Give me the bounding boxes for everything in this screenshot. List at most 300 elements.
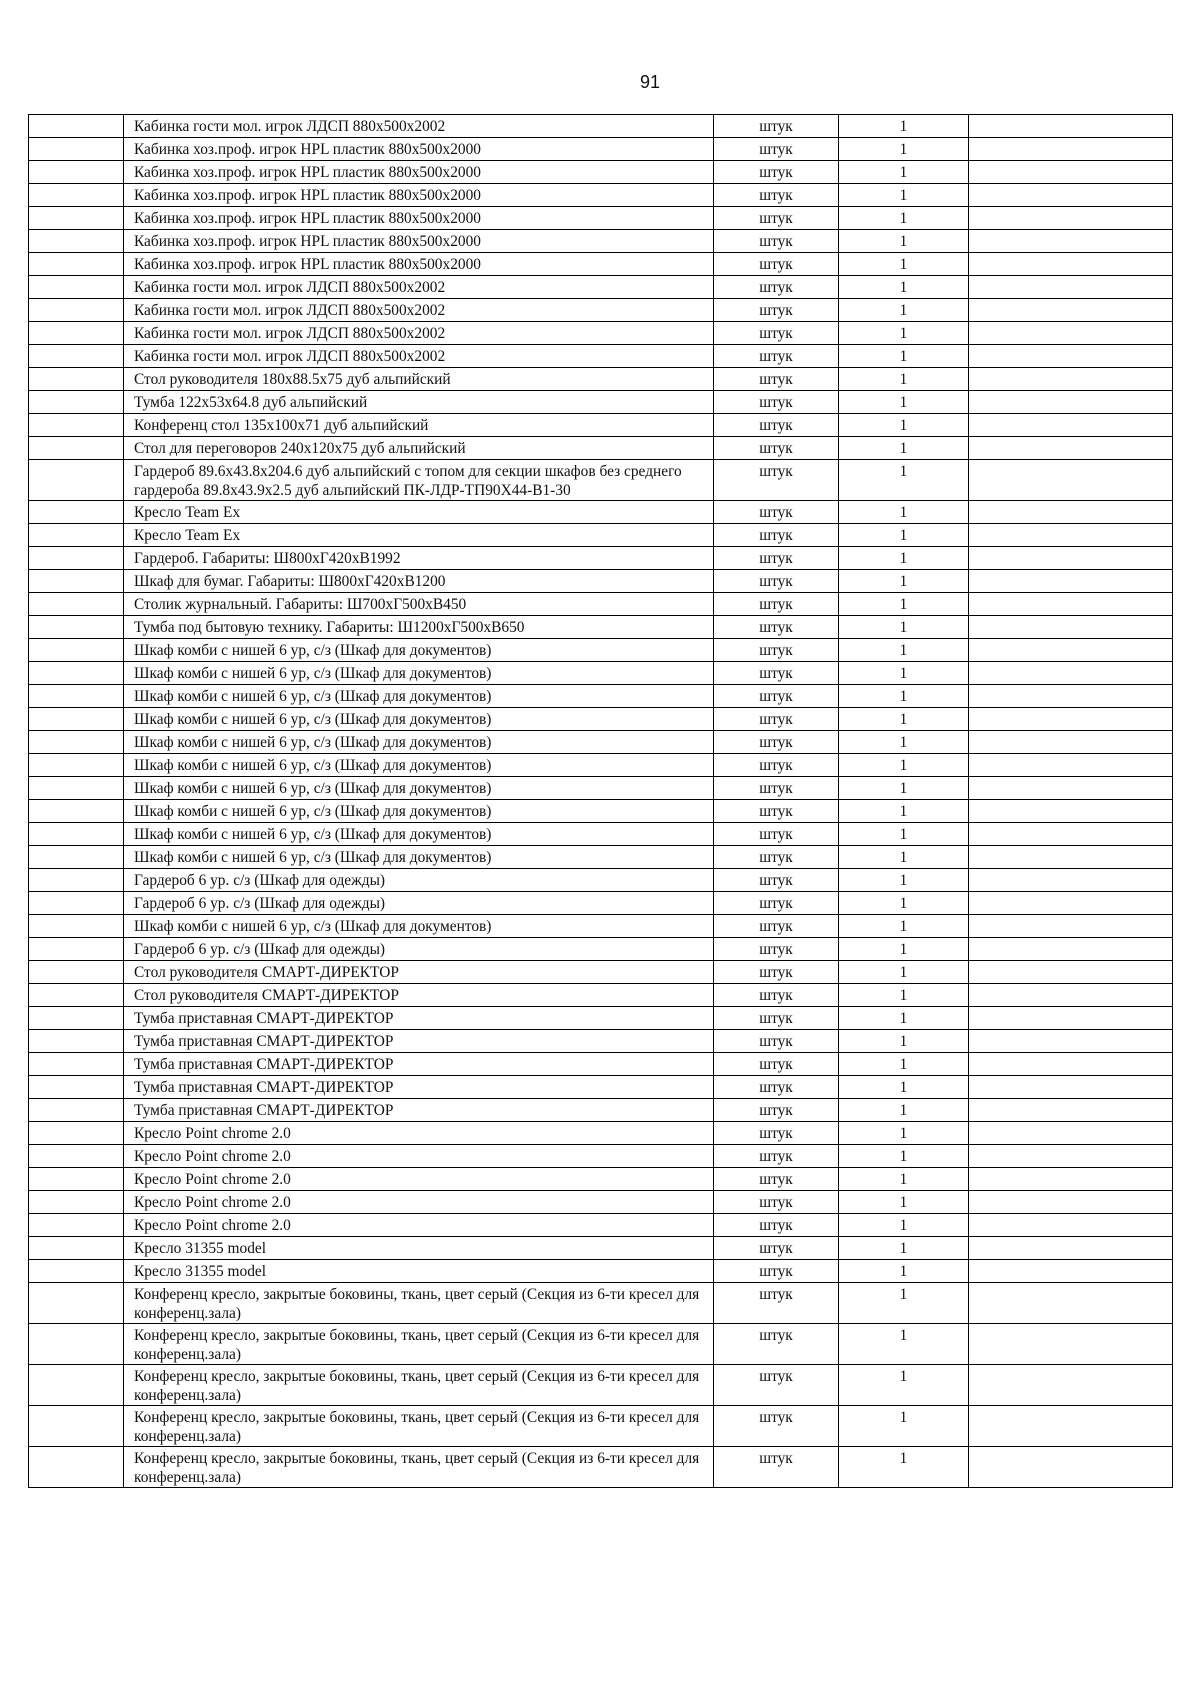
row-number-cell [29, 276, 124, 299]
note-cell [969, 345, 1173, 368]
quantity: 1 [899, 1368, 908, 1385]
table-row [29, 1191, 1173, 1214]
row-number-cell [29, 345, 124, 368]
item-name-cell [124, 1283, 714, 1324]
unit-cell [714, 639, 839, 662]
note-cell [969, 639, 1173, 662]
item-name: Конференц кресло, закрытые боковины, ткань, цвет серый (Секция из 6-ти кресел для конференц.зала) [134, 1450, 700, 1486]
unit: штук [759, 918, 793, 935]
item-name-cell [124, 1168, 714, 1191]
quantity-cell [839, 616, 969, 639]
item-name: Кабинка гости мол. игрок ЛДСП 880x500x2002 [134, 325, 446, 342]
quantity-cell [839, 460, 969, 501]
item-name-cell [124, 823, 714, 846]
table-row [29, 161, 1173, 184]
table-row [29, 524, 1173, 547]
note-cell [969, 547, 1173, 570]
quantity: 1 [899, 504, 908, 521]
unit: штук [759, 1286, 793, 1303]
row-number-cell [29, 1283, 124, 1324]
note-cell [969, 777, 1173, 800]
unit-cell [714, 1168, 839, 1191]
row-number-cell [29, 869, 124, 892]
unit: штук [759, 210, 793, 227]
unit-cell [714, 1145, 839, 1168]
note-cell [969, 754, 1173, 777]
row-number-cell [29, 184, 124, 207]
item-name: Стол руководителя СМАРТ-ДИРЕКТОР [134, 987, 399, 1004]
unit: штук [759, 233, 793, 250]
item-name: Конференц кресло, закрытые боковины, ткань, цвет серый (Секция из 6-ти кресел для конференц.зала) [134, 1327, 700, 1363]
item-name: Тумба под бытовую технику. Габариты: Ш1200хГ500хВ650 [134, 619, 525, 636]
unit-cell [714, 1324, 839, 1365]
quantity: 1 [899, 1217, 908, 1234]
item-name: Тумба приставная СМАРТ-ДИРЕКТОР [134, 1056, 394, 1073]
table-row [29, 276, 1173, 299]
row-number-cell [29, 115, 124, 138]
row-number-cell [29, 501, 124, 524]
row-number-cell [29, 823, 124, 846]
quantity: 1 [899, 302, 908, 319]
quantity: 1 [899, 118, 908, 135]
table-row [29, 708, 1173, 731]
note-cell [969, 1283, 1173, 1324]
unit-cell [714, 731, 839, 754]
note-cell [969, 391, 1173, 414]
quantity-cell [839, 391, 969, 414]
item-name: Шкаф комби с нишей 6 ур, с/з (Шкаф для документов) [134, 849, 492, 866]
quantity-cell [839, 685, 969, 708]
row-number-cell [29, 915, 124, 938]
table-row [29, 345, 1173, 368]
item-name: Кабинка хоз.проф. игрок HPL пластик 880x500x2000 [134, 141, 481, 158]
item-name: Кабинка гости мол. игрок ЛДСП 880x500x2002 [134, 348, 446, 365]
unit: штук [759, 895, 793, 912]
item-name-cell [124, 437, 714, 460]
item-name-cell [124, 391, 714, 414]
item-name-cell [124, 1099, 714, 1122]
row-number-cell [29, 1191, 124, 1214]
row-number-cell [29, 961, 124, 984]
unit-cell [714, 138, 839, 161]
note-cell [969, 1030, 1173, 1053]
table-row [29, 1447, 1173, 1488]
item-name: Кресло Team Ex [134, 527, 241, 544]
unit-cell [714, 823, 839, 846]
table-row [29, 662, 1173, 685]
unit-cell [714, 437, 839, 460]
item-name-cell [124, 984, 714, 1007]
row-number-cell [29, 1214, 124, 1237]
table-row [29, 915, 1173, 938]
row-number-cell [29, 1030, 124, 1053]
table-row [29, 253, 1173, 276]
note-cell [969, 800, 1173, 823]
row-number-cell [29, 253, 124, 276]
item-name-cell [124, 253, 714, 276]
item-name: Шкаф комби с нишей 6 ур, с/з (Шкаф для документов) [134, 734, 492, 751]
row-number-cell [29, 1365, 124, 1406]
note-cell [969, 1260, 1173, 1283]
unit: штук [759, 803, 793, 820]
table-row [29, 1365, 1173, 1406]
unit-cell [714, 892, 839, 915]
unit-cell [714, 1030, 839, 1053]
item-name: Стол для переговоров 240x120x75 дуб альпийский [134, 440, 466, 457]
unit-cell [714, 961, 839, 984]
row-number-cell [29, 1260, 124, 1283]
quantity-cell [839, 1237, 969, 1260]
quantity-cell [839, 1076, 969, 1099]
unit-cell [714, 616, 839, 639]
quantity: 1 [899, 895, 908, 912]
unit-cell [714, 368, 839, 391]
item-name: Стол руководителя СМАРТ-ДИРЕКТОР [134, 964, 399, 981]
unit: штук [759, 394, 793, 411]
table-row [29, 1283, 1173, 1324]
quantity-cell [839, 846, 969, 869]
row-number-cell [29, 1324, 124, 1365]
unit-cell [714, 161, 839, 184]
quantity: 1 [899, 1450, 908, 1467]
row-number-cell [29, 524, 124, 547]
unit: штук [759, 734, 793, 751]
table-row [29, 593, 1173, 616]
unit: штук [759, 1148, 793, 1165]
item-name: Шкаф комби с нишей 6 ур, с/з (Шкаф для документов) [134, 803, 492, 820]
quantity: 1 [899, 803, 908, 820]
item-name-cell [124, 616, 714, 639]
row-number-cell [29, 570, 124, 593]
quantity-cell [839, 754, 969, 777]
item-name-cell [124, 1237, 714, 1260]
table-row [29, 547, 1173, 570]
quantity-cell [839, 138, 969, 161]
unit: штук [759, 371, 793, 388]
quantity: 1 [899, 1125, 908, 1142]
unit: штук [759, 1056, 793, 1073]
item-name-cell [124, 161, 714, 184]
table-row [29, 1168, 1173, 1191]
note-cell [969, 869, 1173, 892]
quantity: 1 [899, 1148, 908, 1165]
unit: штук [759, 463, 793, 480]
row-number-cell [29, 1237, 124, 1260]
row-number-cell [29, 754, 124, 777]
item-name: Гардероб 6 ур. с/з (Шкаф для одежды) [134, 941, 386, 958]
item-name-cell [124, 547, 714, 570]
item-name: Тумба приставная СМАРТ-ДИРЕКТОР [134, 1102, 394, 1119]
quantity-cell [839, 1324, 969, 1365]
quantity-cell [839, 322, 969, 345]
row-number-cell [29, 639, 124, 662]
unit: штук [759, 504, 793, 521]
quantity: 1 [899, 1286, 908, 1303]
item-name: Шкаф комби с нишей 6 ур, с/з (Шкаф для документов) [134, 918, 492, 935]
unit-cell [714, 570, 839, 593]
note-cell [969, 616, 1173, 639]
row-number-cell [29, 731, 124, 754]
quantity-cell [839, 961, 969, 984]
unit-cell [714, 345, 839, 368]
unit-cell [714, 1406, 839, 1447]
item-name: Кабинка хоз.проф. игрок HPL пластик 880x500x2000 [134, 256, 481, 273]
unit: штук [759, 417, 793, 434]
quantity-cell [839, 414, 969, 437]
item-name: Гардероб 6 ур. с/з (Шкаф для одежды) [134, 872, 386, 889]
quantity-cell [839, 1007, 969, 1030]
item-name: Конференц кресло, закрытые боковины, ткань, цвет серый (Секция из 6-ти кресел для конференц.зала) [134, 1409, 700, 1445]
note-cell [969, 1168, 1173, 1191]
unit-cell [714, 754, 839, 777]
table-row [29, 616, 1173, 639]
row-number-cell [29, 708, 124, 731]
note-cell [969, 161, 1173, 184]
unit-cell [714, 276, 839, 299]
item-name: Тумба приставная СМАРТ-ДИРЕКТОР [134, 1079, 394, 1096]
item-name-cell [124, 593, 714, 616]
item-name: Кабинка гости мол. игрок ЛДСП 880x500x2002 [134, 279, 446, 296]
quantity: 1 [899, 665, 908, 682]
quantity-cell [839, 1447, 969, 1488]
quantity: 1 [899, 187, 908, 204]
quantity-cell [839, 777, 969, 800]
unit: штук [759, 1263, 793, 1280]
row-number-cell [29, 1053, 124, 1076]
quantity: 1 [899, 1033, 908, 1050]
item-name-cell [124, 938, 714, 961]
unit: штук [759, 596, 793, 613]
quantity: 1 [899, 210, 908, 227]
item-name-cell [124, 501, 714, 524]
item-name: Шкаф комби с нишей 6 ур, с/з (Шкаф для документов) [134, 826, 492, 843]
unit: штук [759, 348, 793, 365]
item-name-cell [124, 800, 714, 823]
unit: штук [759, 711, 793, 728]
quantity-cell [839, 524, 969, 547]
item-name-cell [124, 754, 714, 777]
item-name: Шкаф для бумаг. Габариты: Ш800хГ420хВ1200 [134, 573, 446, 590]
quantity: 1 [899, 527, 908, 544]
unit-cell [714, 1007, 839, 1030]
item-name-cell [124, 846, 714, 869]
note-cell [969, 138, 1173, 161]
row-number-cell [29, 368, 124, 391]
item-name: Гардероб 89.6x43.8x204.6 дуб альпийский с топом для секции шкафов без среднего гардероба 89.8x43.9x2.5 дуб альпийский ПК-ЛДР-ТП90Х44-В1-30 [134, 463, 682, 499]
table-row [29, 1099, 1173, 1122]
quantity-cell [839, 1030, 969, 1053]
table-row [29, 570, 1173, 593]
item-name-cell [124, 1122, 714, 1145]
item-name: Конференц кресло, закрытые боковины, ткань, цвет серый (Секция из 6-ти кресел для конференц.зала) [134, 1286, 700, 1322]
quantity-cell [839, 253, 969, 276]
unit: штук [759, 619, 793, 636]
note-cell [969, 1406, 1173, 1447]
unit: штук [759, 1240, 793, 1257]
row-number-cell [29, 984, 124, 1007]
item-name-cell [124, 230, 714, 253]
quantity-cell [839, 800, 969, 823]
table-row [29, 1406, 1173, 1447]
row-number-cell [29, 322, 124, 345]
table-row [29, 322, 1173, 345]
unit: штук [759, 1327, 793, 1344]
quantity: 1 [899, 1171, 908, 1188]
table-row [29, 1030, 1173, 1053]
item-name-cell [124, 414, 714, 437]
quantity-cell [839, 892, 969, 915]
quantity-cell [839, 1406, 969, 1447]
item-name: Стол руководителя 180x88.5x75 дуб альпийский [134, 371, 451, 388]
item-name: Шкаф комби с нишей 6 ур, с/з (Шкаф для документов) [134, 780, 492, 797]
table-row [29, 754, 1173, 777]
item-name: Кресло Point chrome 2.0 [134, 1148, 291, 1165]
table-row [29, 961, 1173, 984]
quantity-cell [839, 299, 969, 322]
table-row [29, 731, 1173, 754]
row-number-cell [29, 230, 124, 253]
table-row [29, 460, 1173, 501]
quantity-cell [839, 1191, 969, 1214]
item-name: Кресло Point chrome 2.0 [134, 1194, 291, 1211]
quantity: 1 [899, 711, 908, 728]
note-cell [969, 437, 1173, 460]
unit: штук [759, 964, 793, 981]
unit-cell [714, 1099, 839, 1122]
row-number-cell [29, 460, 124, 501]
unit: штук [759, 849, 793, 866]
row-number-cell [29, 662, 124, 685]
unit: штук [759, 688, 793, 705]
item-name: Кресло 31355 model [134, 1263, 267, 1280]
table-row [29, 639, 1173, 662]
quantity: 1 [899, 440, 908, 457]
item-name: Кабинка хоз.проф. игрок HPL пластик 880x500x2000 [134, 233, 481, 250]
table-row [29, 1145, 1173, 1168]
quantity: 1 [899, 1327, 908, 1344]
unit-cell [714, 1076, 839, 1099]
unit-cell [714, 299, 839, 322]
item-name: Кабинка хоз.проф. игрок HPL пластик 880x500x2000 [134, 164, 481, 181]
row-number-cell [29, 207, 124, 230]
table-row [29, 685, 1173, 708]
quantity-cell [839, 547, 969, 570]
quantity-cell [839, 230, 969, 253]
item-name: Шкаф комби с нишей 6 ур, с/з (Шкаф для документов) [134, 711, 492, 728]
unit-cell [714, 1237, 839, 1260]
unit-cell [714, 846, 839, 869]
table-row [29, 184, 1173, 207]
row-number-cell [29, 1099, 124, 1122]
note-cell [969, 1076, 1173, 1099]
unit: штук [759, 1102, 793, 1119]
quantity: 1 [899, 348, 908, 365]
unit-cell [714, 115, 839, 138]
quantity-cell [839, 823, 969, 846]
note-cell [969, 414, 1173, 437]
quantity: 1 [899, 757, 908, 774]
unit: штук [759, 279, 793, 296]
unit-cell [714, 1191, 839, 1214]
row-number-cell [29, 593, 124, 616]
note-cell [969, 253, 1173, 276]
item-name: Конференц стол 135x100x71 дуб альпийский [134, 417, 429, 434]
note-cell [969, 501, 1173, 524]
item-name-cell [124, 207, 714, 230]
item-name: Кабинка гости мол. игрок ЛДСП 880x500x2002 [134, 302, 446, 319]
quantity: 1 [899, 463, 908, 480]
note-cell [969, 524, 1173, 547]
quantity-cell [839, 639, 969, 662]
unit: штук [759, 987, 793, 1004]
row-number-cell [29, 1007, 124, 1030]
quantity: 1 [899, 1409, 908, 1426]
page-number: 91 [639, 72, 661, 92]
row-number-cell [29, 299, 124, 322]
unit: штук [759, 1033, 793, 1050]
quantity-cell [839, 1365, 969, 1406]
unit: штук [759, 440, 793, 457]
quantity-cell [839, 345, 969, 368]
item-name-cell [124, 1007, 714, 1030]
quantity-cell [839, 161, 969, 184]
item-name-cell [124, 368, 714, 391]
item-name: Конференц кресло, закрытые боковины, ткань, цвет серый (Секция из 6-ти кресел для конференц.зала) [134, 1368, 700, 1404]
item-name: Кресло Team Ex [134, 504, 241, 521]
unit-cell [714, 460, 839, 501]
item-name-cell [124, 1191, 714, 1214]
unit-cell [714, 662, 839, 685]
unit-cell [714, 322, 839, 345]
quantity: 1 [899, 964, 908, 981]
item-name-cell [124, 639, 714, 662]
item-name: Тумба приставная СМАРТ-ДИРЕКТОР [134, 1033, 394, 1050]
unit: штук [759, 527, 793, 544]
item-name-cell [124, 1076, 714, 1099]
quantity-cell [839, 570, 969, 593]
quantity-cell [839, 501, 969, 524]
item-name-cell [124, 1365, 714, 1406]
row-number-cell [29, 685, 124, 708]
unit-cell [714, 593, 839, 616]
quantity: 1 [899, 371, 908, 388]
quantity: 1 [899, 417, 908, 434]
note-cell [969, 1145, 1173, 1168]
unit-cell [714, 230, 839, 253]
note-cell [969, 368, 1173, 391]
row-number-cell [29, 1076, 124, 1099]
quantity: 1 [899, 872, 908, 889]
quantity-cell [839, 731, 969, 754]
table-body [29, 115, 1173, 1488]
quantity-cell [839, 984, 969, 1007]
row-number-cell [29, 1168, 124, 1191]
quantity-cell [839, 368, 969, 391]
quantity-cell [839, 1122, 969, 1145]
table-row [29, 414, 1173, 437]
item-name-cell [124, 1053, 714, 1076]
row-number-cell [29, 1406, 124, 1447]
quantity: 1 [899, 1079, 908, 1096]
unit: штук [759, 941, 793, 958]
unit: штук [759, 164, 793, 181]
row-number-cell [29, 777, 124, 800]
quantity: 1 [899, 394, 908, 411]
quantity: 1 [899, 619, 908, 636]
row-number-cell [29, 414, 124, 437]
table-row [29, 869, 1173, 892]
unit: штук [759, 780, 793, 797]
